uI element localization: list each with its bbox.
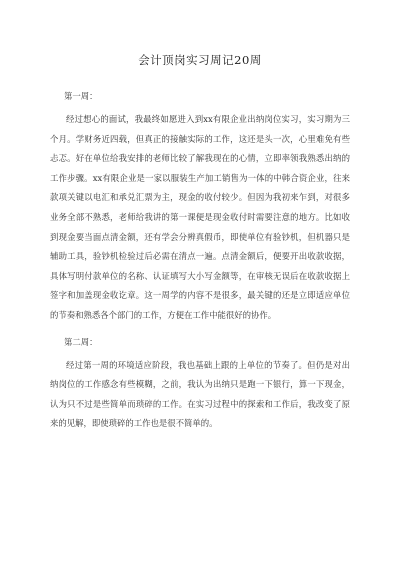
section-heading: 第二周：	[64, 336, 98, 347]
section-week-1	[50, 90, 350, 326]
section-heading: 第一周：	[64, 91, 98, 101]
section-paragraph: 经过第一周的环境适应阶段，我也基础上跟的上单位的节奏了。但仍是对出纳岗位的工作感念有些模糊，之前，我认为出纳只是跑一下银行，算一下现金，认为只不过是些简单而琐碎的工作。在实习过程中的探索和工作后，我改变了原来的见解，即使琐碎的工作也是很不简单的。	[50, 359, 350, 429]
document-title: 会计顶岗实习周记20周	[138, 53, 262, 67]
section-paragraph: 经过想心的面试，我最终如愿进入到xx有限企业出纳岗位实习，实习期为三个月。学财务近四载，但真正的接触实际的工作，这还是头一次，心里难免有些忐忑。好在单位给我安排的老师比较了解我现在的心情，立即率领我熟悉出纳的工作步骤。xx有限企业是一家以服装生产加工销售为一体的中韩合资企业，往来款项关键以电汇和承兑汇票为主，现金的收付较少。但因为我初来乍到，对很多业务全部不熟悉，老师给我讲的第一课便是现金收付时需要注意的地方。比如收到现金要当面点清金额，还有学会分辨真假币，即使单位有验钞机，但机器只是辅助工具，验钞机检验过后必需在清点一遍。点清金额后，便要开出收款收据，具体写明付款单位的名称、认证填写大小写金额等，在审核无误后在收款收据上签字和加盖现金收讫章。这一周学的内容不是很多，最关键的还是立即适应单位的节奏和熟悉各个部门的工作，方便在工作中能很好的协作。	[50, 114, 350, 320]
section-week-2	[50, 336, 350, 434]
